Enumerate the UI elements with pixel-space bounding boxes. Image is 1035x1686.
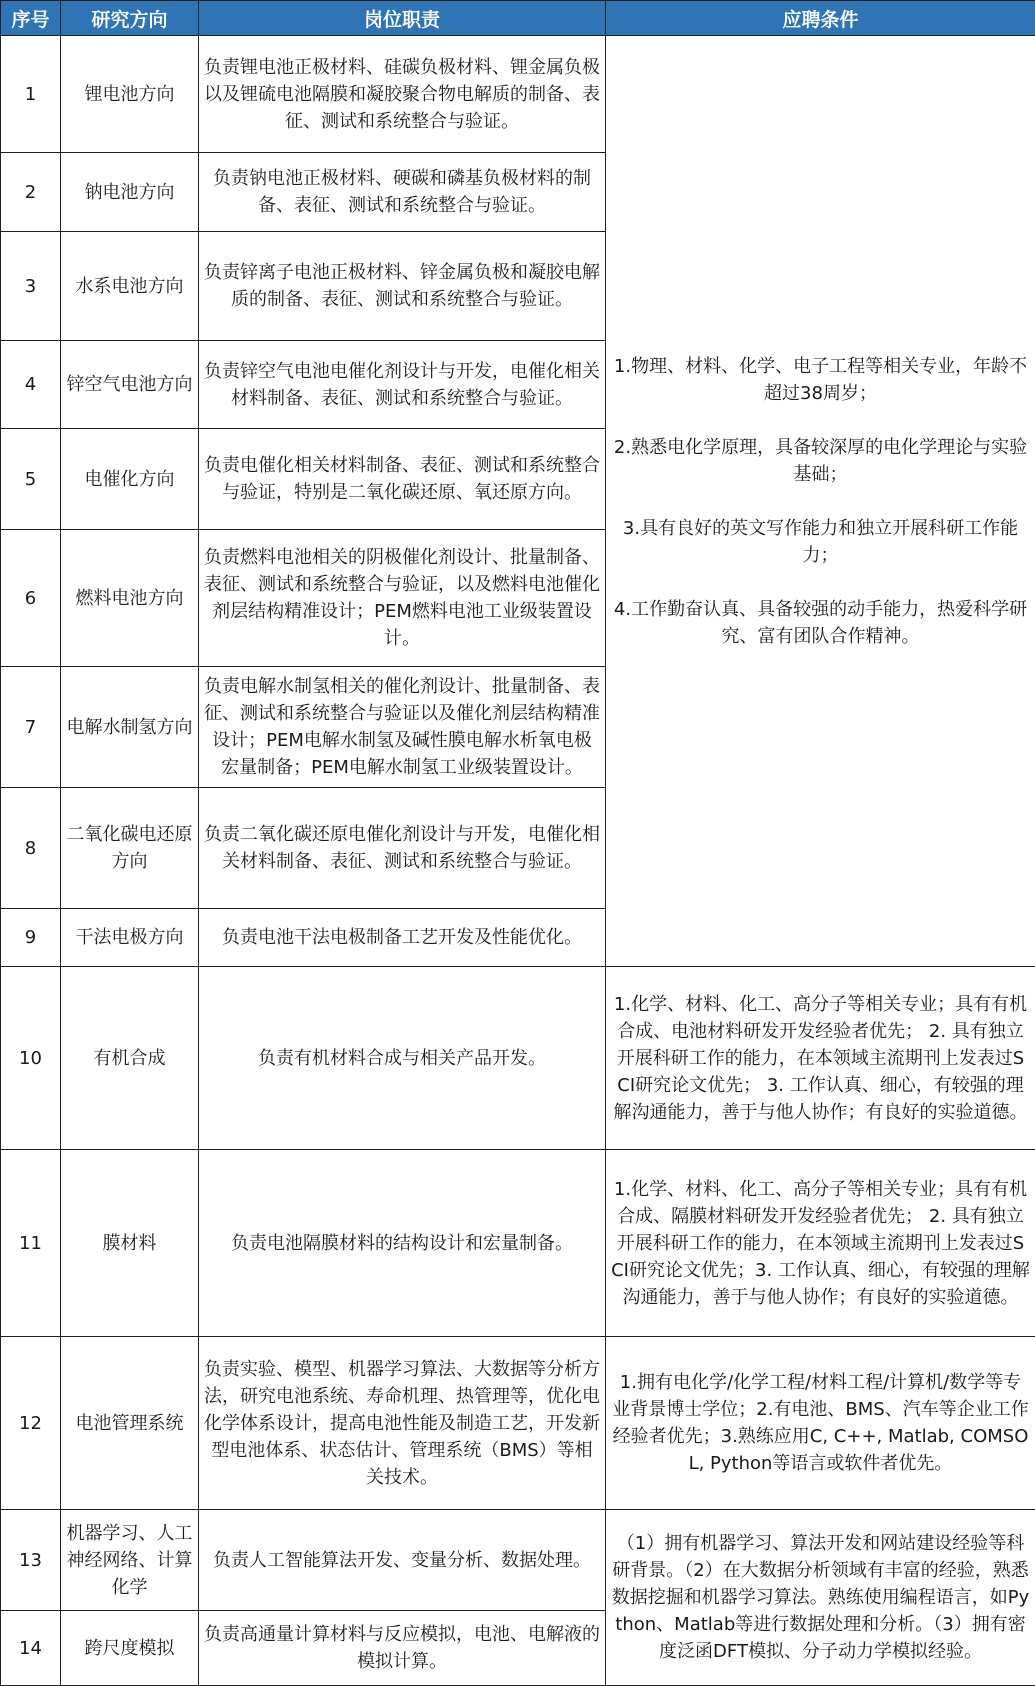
header-direction: 研究方向 bbox=[61, 1, 199, 36]
row-direction: 锌空气电池方向 bbox=[61, 341, 199, 429]
row-num: 10 bbox=[1, 967, 61, 1150]
row-direction: 二氧化碳电还原方向 bbox=[61, 788, 199, 909]
requirements-group-1-9 bbox=[606, 36, 1035, 967]
row-direction: 电解水制氢方向 bbox=[61, 667, 199, 788]
row-duty: 负责锌空气电池电催化剂设计与开发，电催化相关材料制备、表征、测试和系统整合与验证。 bbox=[199, 341, 606, 429]
row-direction: 锂电池方向 bbox=[61, 36, 199, 153]
row-duty: 负责高通量计算材料与反应模拟，电池、电解液的模拟计算。 bbox=[199, 1611, 606, 1686]
row-num: 2 bbox=[1, 153, 61, 232]
header-requirements: 应聘条件 bbox=[606, 1, 1035, 36]
row-num: 9 bbox=[1, 909, 61, 967]
row-direction: 水系电池方向 bbox=[61, 232, 199, 341]
table-row bbox=[1, 1510, 1035, 1611]
row-num: 1 bbox=[1, 36, 61, 153]
table-row bbox=[1, 1337, 1035, 1510]
row-direction: 钠电池方向 bbox=[61, 153, 199, 232]
requirement-item: 3.具有良好的英文写作能力和独立开展科研工作能力； bbox=[611, 515, 1030, 569]
header-row bbox=[1, 1, 1035, 36]
row-duty: 负责燃料电池相关的阴极催化剂设计、批量制备、表征、测试和系统整合与验证，以及燃料电池催化剂层结构精准设计；PEM燃料电池工业级装置设计。 bbox=[199, 530, 606, 667]
header-duty: 岗位职责 bbox=[199, 1, 606, 36]
row-duty: 负责电池隔膜材料的结构设计和宏量制备。 bbox=[199, 1150, 606, 1337]
table-row bbox=[1, 1150, 1035, 1337]
row-duty: 负责有机材料合成与相关产品开发。 bbox=[199, 967, 606, 1150]
requirement-item: 4.工作勤奋认真、具备较强的动手能力，热爱科学研究、富有团队合作精神。 bbox=[611, 596, 1030, 650]
row-direction: 膜材料 bbox=[61, 1150, 199, 1337]
requirement-item: 1.物理、材料、化学、电子工程等相关专业，年龄不超过38周岁； bbox=[611, 353, 1030, 407]
row-direction: 燃料电池方向 bbox=[61, 530, 199, 667]
row-num: 13 bbox=[1, 1510, 61, 1611]
row-duty: 负责钠电池正极材料、硬碳和磷基负极材料的制备、表征、测试和系统整合与验证。 bbox=[199, 153, 606, 232]
requirements-row-10: 1.化学、材料、化工、高分子等相关专业；具有有机合成、电池材料研发开发经验者优先； 2. 具有独立开展科研工作的能力，在本领域主流期刊上发表过SCI研究论文优先； 3. 工作认真、细心，有较强的理解沟通能力，善于与他人协作；有良好的实验道德。 bbox=[606, 967, 1035, 1150]
row-duty: 负责电催化相关材料制备、表征、测试和系统整合与验证，特别是二氧化碳还原、氧还原方向。 bbox=[199, 429, 606, 530]
row-num: 3 bbox=[1, 232, 61, 341]
row-num: 14 bbox=[1, 1611, 61, 1686]
row-num: 6 bbox=[1, 530, 61, 667]
requirement-item: 2.熟悉电化学原理，具备较深厚的电化学理论与实验基础； bbox=[611, 434, 1030, 488]
row-num: 7 bbox=[1, 667, 61, 788]
row-num: 5 bbox=[1, 429, 61, 530]
row-duty: 负责人工智能算法开发、变量分析、数据处理。 bbox=[199, 1510, 606, 1611]
requirements-row-11: 1.化学、材料、化工、高分子等相关专业；具有有机合成、隔膜材料研发开发经验者优先； 2. 具有独立开展科研工作的能力，在本领域主流期刊上发表过SCI研究论文优先；3. 工作认真、细心，有较强的理解沟通能力，善于与他人协作；有良好的实验道德。 bbox=[606, 1150, 1035, 1337]
row-num: 4 bbox=[1, 341, 61, 429]
row-direction: 电池管理系统 bbox=[61, 1337, 199, 1510]
row-duty: 负责锌离子电池正极材料、锌金属负极和凝胶电解质的制备、表征、测试和系统整合与验证。 bbox=[199, 232, 606, 341]
header-num: 序号 bbox=[1, 1, 61, 36]
row-direction: 有机合成 bbox=[61, 967, 199, 1150]
row-duty: 负责电解水制氢相关的催化剂设计、批量制备、表征、测试和系统整合与验证以及催化剂层结构精准设计；PEM电解水制氢及碱性膜电解水析氧电极宏量制备；PEM电解水制氢工业级装置设计。 bbox=[199, 667, 606, 788]
row-num: 12 bbox=[1, 1337, 61, 1510]
row-direction: 电催化方向 bbox=[61, 429, 199, 530]
row-direction: 跨尺度模拟 bbox=[61, 1611, 199, 1686]
requirements-group-13-14: （1）拥有机器学习、算法开发和网站建设经验等科研背景。（2）在大数据分析领域有丰富的经验，熟悉数据挖掘和机器学习算法。熟练使用编程语言，如Python、Matlab等进行数据处理和分析。（3）拥有密度泛函DFT模拟、分子动力学模拟经验。 bbox=[606, 1510, 1035, 1686]
row-direction: 干法电极方向 bbox=[61, 909, 199, 967]
row-duty: 负责实验、模型、机器学习算法、大数据等分析方法，研究电池系统、寿命机理、热管理等，优化电化学体系设计，提高电池性能及制造工艺，开发新型电池体系、状态估计、管理系统（BMS）等相关技术。 bbox=[199, 1337, 606, 1510]
table-row bbox=[1, 967, 1035, 1150]
row-direction: 机器学习、人工神经网络、计算化学 bbox=[61, 1510, 199, 1611]
row-duty: 负责电池干法电极制备工艺开发及性能优化。 bbox=[199, 909, 606, 967]
row-duty: 负责二氧化碳还原电催化剂设计与开发，电催化相关材料制备、表征、测试和系统整合与验证。 bbox=[199, 788, 606, 909]
requirements-row-12: 1.拥有电化学/化学工程/材料工程/计算机/数学等专业背景博士学位；2.有电池、BMS、汽车等企业工作经验者优先；3.熟练应用C, C++, Matlab, COMSOL, Python等语言或软件者优先。 bbox=[606, 1337, 1035, 1510]
row-num: 11 bbox=[1, 1150, 61, 1337]
row-duty: 负责锂电池正极材料、硅碳负极材料、锂金属负极以及锂硫电池隔膜和凝胶聚合物电解质的制备、表征、测试和系统整合与验证。 bbox=[199, 36, 606, 153]
row-num: 8 bbox=[1, 788, 61, 909]
table-row bbox=[1, 36, 1035, 153]
